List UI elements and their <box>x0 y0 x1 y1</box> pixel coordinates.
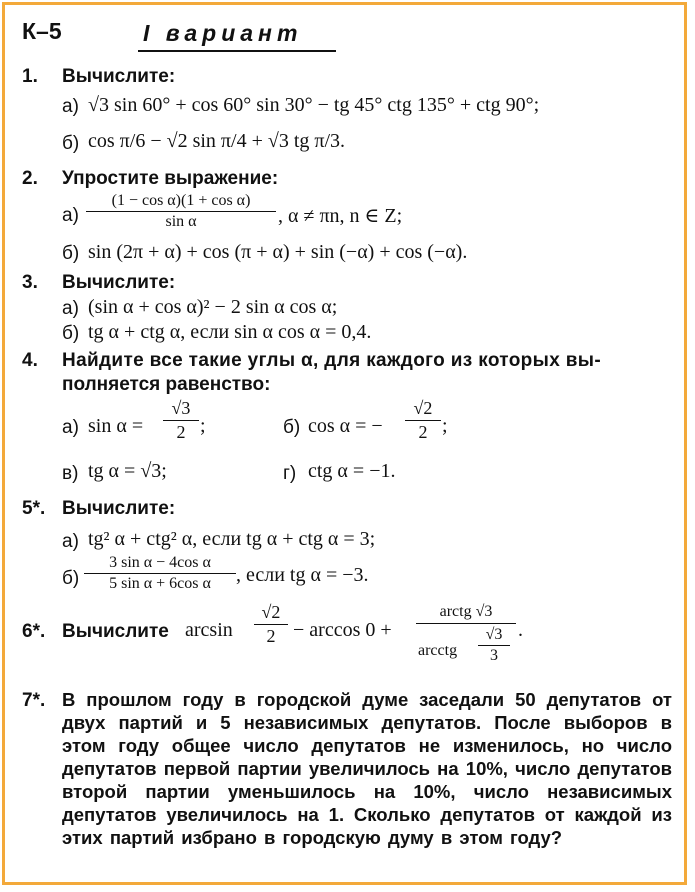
task-2a-fraction <box>86 192 276 231</box>
task-2a-denominator: sin α <box>165 213 197 230</box>
task-5b-label: б) <box>62 568 80 589</box>
task-4b-label: б) <box>283 417 301 438</box>
task-4d-label: г) <box>283 463 297 484</box>
task-6-inner-fraction <box>478 626 510 665</box>
task-5-number: 5*. <box>22 498 46 519</box>
task-6-complex-fraction <box>416 603 516 672</box>
task-5b-numerator: 3 sin α − 4cos α <box>84 554 236 574</box>
task-4b-lhs: cos α = − <box>308 415 383 437</box>
task-6-arcctg: arcctg <box>418 642 458 659</box>
variant-title: I вариант <box>143 20 303 46</box>
task-4a-denominator: 2 <box>176 422 186 442</box>
task-4b-numerator: √2 <box>405 398 441 421</box>
task-5b-condition: , если tg α = −3. <box>236 564 369 586</box>
task-3-title: Вычислите: <box>62 272 176 293</box>
task-4-number: 4. <box>22 350 38 371</box>
task-7-text: В прошлом году в городской думе заседали 50 депутатов от двух партий и 5 независимых депутатов. После выборов в этом году общее число депутатов не изменилось, но число депутатов первой партии увеличилось на 10%, число депутатов второй партии уменьшилось на 10%, число независимых депутатов увеличилось на 1. Сколько депутатов от каждой из этих партий избрано в городскую думу в этом году? <box>62 689 673 848</box>
task-6-arcsin: arcsin <box>185 619 233 641</box>
task-1b-label: б) <box>62 133 80 154</box>
task-4a-semicolon: ; <box>200 415 206 437</box>
task-2a-label: а) <box>62 205 79 226</box>
variant-underline <box>138 50 336 52</box>
task-4a-numerator: √3 <box>163 398 199 421</box>
task-3b-label: б) <box>62 323 80 344</box>
task-2-number: 2. <box>22 168 38 189</box>
task-6-complex-numerator: arctg √3 <box>416 603 516 624</box>
task-6-number: 6*. <box>22 621 46 642</box>
task-6-middle-expression: − arccos 0 + <box>293 619 392 641</box>
task-2-title: Упростите выражение: <box>62 168 279 189</box>
task-2b-expression: sin (2π + α) + cos (π + α) + sin (−α) + cos (−α). <box>88 241 468 263</box>
task-4a-fraction <box>163 398 199 443</box>
task-1b-expression: cos π/6 − √2 sin π/4 + √3 tg π/3. <box>88 130 346 152</box>
task-4-text-line-1: Найдите все такие углы α, для каждого из которых вы- <box>62 350 602 371</box>
task-3a-label: а) <box>62 298 79 319</box>
task-5a-expression: tg² α + ctg² α, если tg α + ctg α = 3; <box>88 528 376 550</box>
task-7-number: 7*. <box>22 690 46 711</box>
task-6-fraction-1-denominator: 2 <box>266 626 276 646</box>
task-4b-semicolon: ; <box>442 415 448 437</box>
task-4a-label: а) <box>62 417 79 438</box>
task-2a-condition: , α ≠ πn, n ∈ Z; <box>278 205 403 227</box>
task-6-complex-denominator <box>416 624 516 672</box>
task-4c-label: в) <box>62 463 79 484</box>
task-2b-label: б) <box>62 243 80 264</box>
task-6-inner-denominator: 3 <box>490 647 498 664</box>
task-4b-fraction <box>405 398 441 443</box>
task-3-number: 3. <box>22 272 38 293</box>
task-4b-denominator: 2 <box>418 422 428 442</box>
task-6-title: Вычислите <box>62 621 169 642</box>
task-3a-expression: (sin α + cos α)² − 2 sin α cos α; <box>88 296 338 318</box>
task-1a-label: а) <box>62 96 79 117</box>
task-2a-numerator: (1 − cos α)(1 + cos α) <box>86 192 276 212</box>
task-6-fraction-1-numerator: √2 <box>254 602 288 625</box>
task-5b-denominator: 5 sin α + 6cos α <box>109 575 211 592</box>
task-1-number: 1. <box>22 66 38 87</box>
task-4-text-line-2: полняется равенство: <box>62 374 271 395</box>
task-4a-lhs: sin α = <box>88 415 144 437</box>
task-6-inner-numerator: √3 <box>478 626 510 646</box>
task-5a-label: а) <box>62 531 79 552</box>
task-5b-fraction <box>84 554 236 593</box>
task-4d-expression: ctg α = −1. <box>308 460 396 482</box>
task-4c-expression: tg α = √3; <box>88 460 167 482</box>
task-6-fraction-1 <box>254 602 288 647</box>
task-5-title: Вычислите: <box>62 498 176 519</box>
task-6-period: . <box>518 619 523 641</box>
task-3b-expression: tg α + ctg α, если sin α cos α = 0,4. <box>88 321 372 343</box>
task-1-title: Вычислите: <box>62 66 176 87</box>
task-1a-expression: √3 sin 60° + cos 60° sin 30° − tg 45° ctg 135° + ctg 90°; <box>88 94 540 116</box>
worksheet-code: К–5 <box>22 18 62 44</box>
